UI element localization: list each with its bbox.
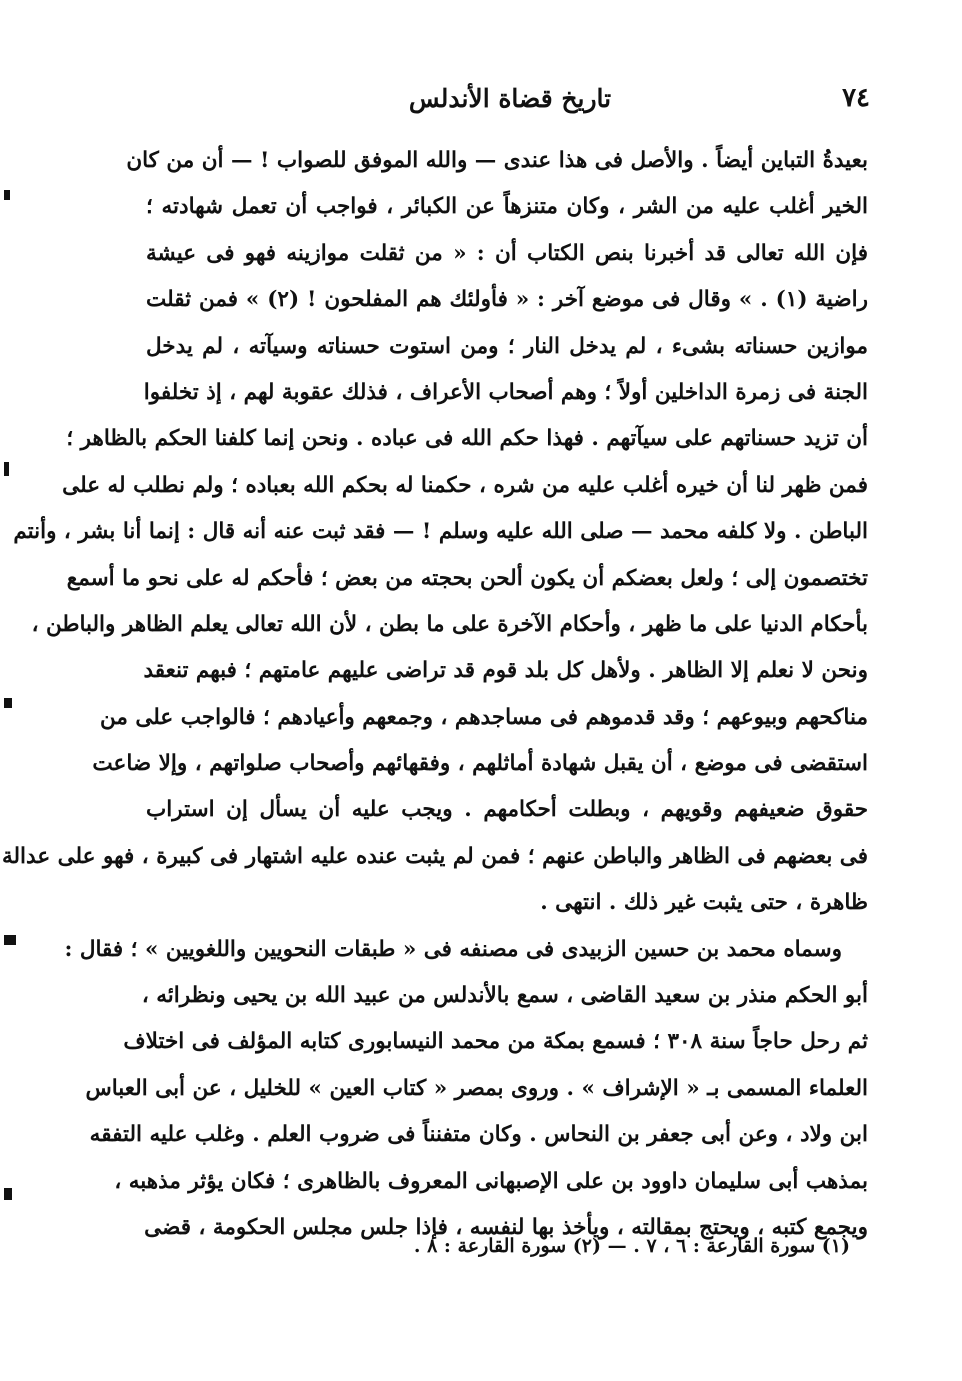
body-line: بمذهب أبى سليمان داوود بن على الإصبهانى المعروف بالظاهرى ؛ فكان يؤثر مذهبه ،	[114, 1168, 868, 1194]
footnotes: (١) سورة القارعة : ٦ ، ٧ . — (٢) سورة القارعة : ٨ .	[413, 1235, 850, 1257]
margin-mark	[4, 190, 10, 200]
body-line: الجنة فى زمرة الداخلين أولاً ؛ وهم أصحاب الأعراف ، فذلك عقوبة لهم ، إذ تخلفوا	[143, 379, 868, 405]
body-line: أبو الحكم منذر بن سعيد القاضى ، سمع بالأندلس من عبيد الله بن يحيى ونظرائه ،	[141, 983, 868, 1009]
margin-mark	[4, 698, 12, 708]
body-line: تختصمون إلى ؛ ولعل بعضكم أن يكون ألحن بحجته من بعض ؛ فأحكم له على نحو ما أسمع	[66, 565, 868, 591]
body-line: ونحن لا نعلم إلا الظاهر . ولأهل كل بلد قوم قد تراضى عليهم عامتهم ؛ فبهم تنعقد	[143, 658, 868, 684]
body-line: فمن ظهر لنا أن خيره أغلب عليه من شره ، حكمنا له بحكم الله بعباده ؛ ولم نطلب له على	[62, 472, 868, 498]
body-line: استقضى فى موضع ، أن يقبل شهادة أماثلهم ، وفقهائهم وأصحاب صلواتهم ، وإلا ضاعت	[92, 751, 868, 777]
body-line: الباطن . ولا كلفه محمد — صلى الله عليه وسلم ! — فقد ثبت عنه أنه قال : إنما أنا بشر ، وأنتم	[13, 519, 868, 545]
body-line: بعيدةُ التباين أيضاً . والأصل فى هذا عندى — والله الموفق للصواب ! — أن من كان	[126, 148, 868, 173]
body-line: مناكحهم وبيوعهم ؛ وقد قدموهم فى مساجدهم ، وجمعهم وأعيادهم ؛ فالواجب على من	[99, 704, 868, 730]
page-number: ٧٤	[842, 83, 870, 113]
running-title: تاريخ قضاة الأندلس	[408, 83, 612, 113]
page-header	[150, 76, 870, 120]
body-line: موازين حسناته بشىء ، لم يدخل النار ؛ ومن استوت حسناته وسيآته ، لم يدخل	[146, 333, 868, 359]
body-line: العلماء المسمى بـ « الإشراف » . وروى بمصر « كتاب العين » للخليل ، عن أبى العباس	[85, 1075, 868, 1101]
body-line: الخير أغلب عليه من الشر ، وكان متنزهاً عن الكبائر ، فواجب أن تعمل شهادته ؛	[146, 194, 868, 220]
body-line: ظاهرة ، حتى يثبت غير ذلك . انتهى .	[540, 890, 868, 916]
margin-mark	[4, 935, 16, 945]
body-line: فإن الله تعالى قد أخبرنا بنص الكتاب أن : « من ثقلت موازينه فهو فى عيشة	[146, 240, 868, 266]
body-line: أن تزيد حسناتهم على سيآتهم . فهذا حكم الله فى عباده . ونحن إنما كلفنا الحكم بالظاهر ؛	[66, 426, 868, 452]
margin-mark	[4, 1188, 12, 1200]
body-text	[1, 138, 868, 1251]
body-line: راضية (١) . » وقال فى موضع آخر : « فأولئك هم المفلحون ! (٢) » فمن ثقلت	[146, 287, 868, 313]
body-line: حقوق ضعيفهم وقويهم ، وبطلت أحكامهم . ويجب عليه أن يسأل إن استراب	[146, 797, 868, 823]
body-line: فى بعضهم فى الظاهر والباطن عنهم ؛ فمن لم يثبت عنده عليه اشتهار فى كبيرة ، فهو على عدالة	[1, 843, 868, 869]
margin-mark	[4, 462, 9, 476]
body-line: وسماه محمد بن حسين الزبيدى فى مصنفه فى « طبقات النحويين واللغويين » ؛ فقال :	[64, 936, 842, 962]
body-line: بأحكام الدنيا على ما ظهر ، وأحكام الآخرة على ما بطن ، لأن الله تعالى يعلم الظاهر والباطن ،	[31, 611, 868, 637]
body-line: ابن ولاد ، وعن أبى جعفر بن النحاس . وكان متفنناً فى ضروب العلم . وغلب عليه التفقه	[89, 1122, 868, 1148]
body-line: ويجمع كتبه ، ويحتج بمقالته ، ويأخذ بها لنفسه ، فإذا جلس مجلس الحكومة ، قضى	[144, 1214, 868, 1240]
body-line: ثم رحل حاجاً سنة ٣٠٨ ؛ فسمع بمكة من محمد النيسابورى كتابه المؤلف فى اختلاف	[123, 1029, 868, 1055]
